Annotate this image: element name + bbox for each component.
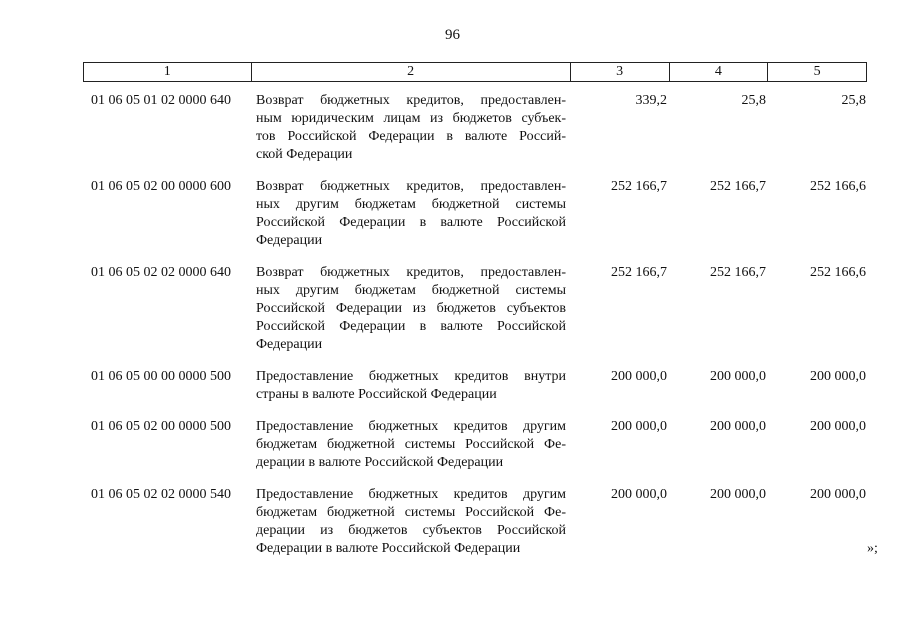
value-col-5: 200 000,0 — [810, 369, 866, 384]
description-line: ных другим бюджетам бюджетной системы — [256, 197, 566, 212]
description-line: Федерации в валюте Российской Федерации — [256, 541, 521, 556]
description-line: Предоставление бюджетных кредитов внутри — [256, 369, 566, 384]
value-col-4: 252 166,7 — [710, 265, 766, 280]
value-col-3: 200 000,0 — [611, 487, 667, 502]
value-col-5: 252 166,6 — [810, 265, 866, 280]
description-line: тов Российской Федерации в валюте Россий- — [256, 129, 566, 144]
header-col-5: 5 — [813, 64, 821, 79]
value-col-5: 200 000,0 — [810, 419, 866, 434]
description-line: Федерации — [256, 337, 323, 352]
value-col-3: 339,2 — [635, 93, 667, 108]
row-description — [256, 486, 566, 558]
value-col-3: 200 000,0 — [611, 419, 667, 434]
header-col-1: 1 — [84, 63, 252, 81]
description-line: Предоставление бюджетных кредитов другим — [256, 487, 566, 502]
value-col-5: 252 166,6 — [810, 179, 866, 194]
description-line: Российской Федерации из бюджетов субъектов — [256, 301, 566, 316]
description-line: Возврат бюджетных кредитов, предоставлен- — [256, 93, 566, 108]
budget-code: 01 06 05 00 00 0000 500 — [91, 369, 231, 384]
description-line: ных другим бюджетам бюджетной системы — [256, 283, 566, 298]
description-line: ным юридическим лицам из бюджетов субъек- — [256, 111, 566, 126]
description-line: страны в валюте Российской Федерации — [256, 387, 497, 402]
row-description — [256, 178, 566, 250]
row-description — [256, 92, 566, 164]
page-number: 96 — [445, 27, 460, 43]
value-col-4: 252 166,7 — [710, 179, 766, 194]
table-header — [83, 62, 867, 82]
value-col-4: 200 000,0 — [710, 487, 766, 502]
row-description — [256, 368, 566, 404]
row-description — [256, 264, 566, 354]
value-col-5: 25,8 — [841, 93, 866, 108]
description-line: Российской Федерации в валюте Российской — [256, 215, 566, 230]
value-col-3: 252 166,7 — [611, 179, 667, 194]
description-line: Предоставление бюджетных кредитов другим — [256, 419, 566, 434]
budget-code: 01 06 05 02 00 0000 600 — [91, 179, 231, 194]
budget-code: 01 06 05 02 02 0000 640 — [91, 265, 231, 280]
value-col-3: 200 000,0 — [611, 369, 667, 384]
budget-code: 01 06 05 02 00 0000 500 — [91, 419, 231, 434]
header-col-2: 2 — [252, 63, 571, 81]
description-line: Возврат бюджетных кредитов, предоставлен- — [256, 265, 566, 280]
header-col-3: 3 — [571, 63, 670, 81]
description-line: дерации из бюджетов субъектов Российской — [256, 523, 566, 538]
value-col-4: 200 000,0 — [710, 419, 766, 434]
budget-code: 01 06 05 01 02 0000 640 — [91, 93, 231, 108]
description-line: бюджетам бюджетной системы Российской Фе- — [256, 437, 566, 452]
description-line: Возврат бюджетных кредитов, предоставлен- — [256, 179, 566, 194]
value-col-5: 200 000,0 — [810, 487, 866, 502]
value-col-4: 25,8 — [741, 93, 766, 108]
description-line: ской Федерации — [256, 147, 353, 162]
row-description — [256, 418, 566, 472]
closing-mark: »; — [867, 541, 878, 556]
value-col-3: 252 166,7 — [611, 265, 667, 280]
description-line: бюджетам бюджетной системы Российской Фе- — [256, 505, 566, 520]
description-line: дерации в валюте Российской Федерации — [256, 455, 504, 470]
description-line: Федерации — [256, 233, 323, 248]
budget-code: 01 06 05 02 02 0000 540 — [91, 487, 231, 502]
description-line: Российской Федерации в валюте Российской — [256, 319, 566, 334]
value-col-4: 200 000,0 — [710, 369, 766, 384]
header-col-4: 4 — [670, 63, 769, 81]
